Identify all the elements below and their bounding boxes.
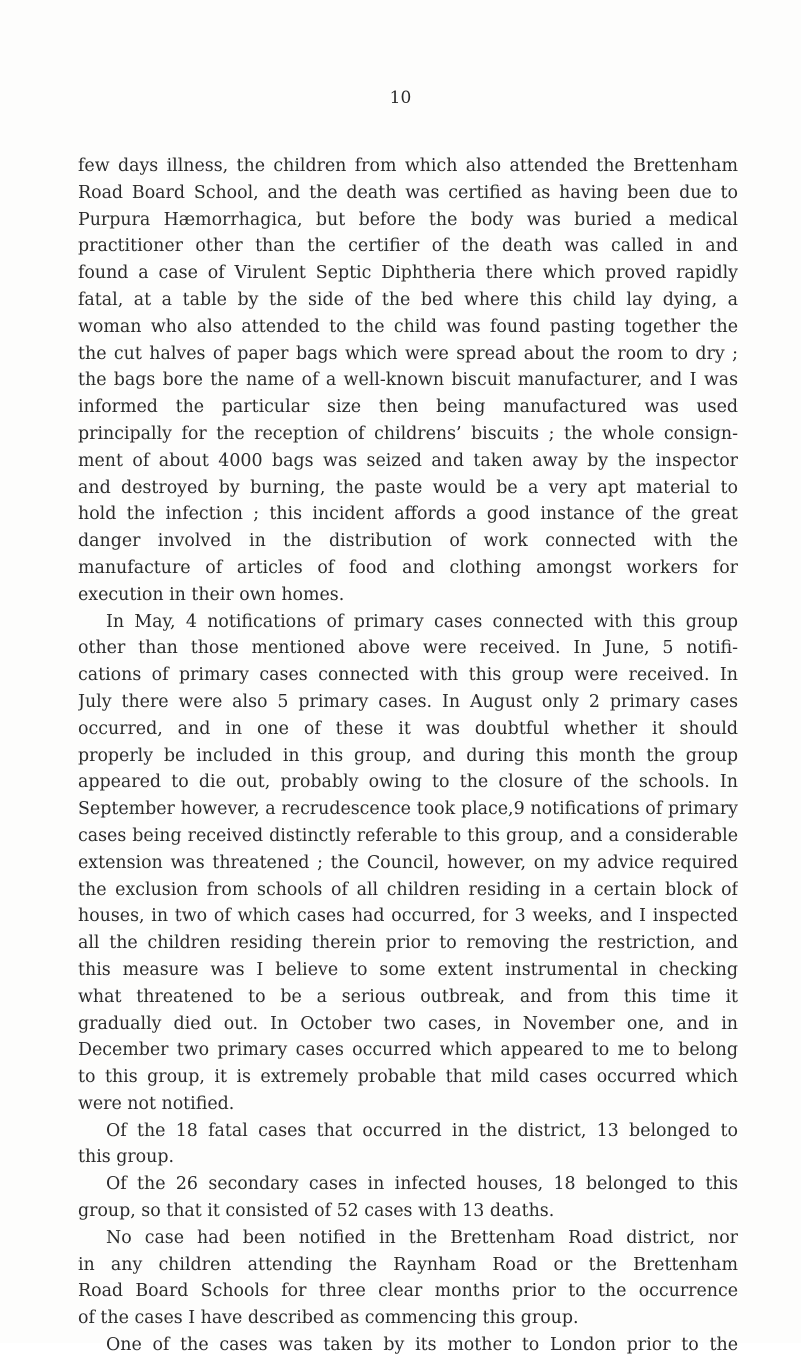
- text-line: In May, 4 notifications of primary cases connected with this group: [106, 611, 738, 632]
- text-line: were not notified.: [78, 1093, 235, 1114]
- text-line: the bags bore the name of a well-known biscuit manufacturer, and I was: [78, 370, 738, 391]
- text-line: properly be included in this group, and during this month the group: [78, 745, 738, 766]
- text-line: July there were also 5 primary cases. In August only 2 primary cases: [78, 691, 738, 712]
- text-line: occurred, and in one of these it was doubtful whether it should: [78, 718, 738, 739]
- text-line: No case had been notified in the Brettenham Road district, nor: [106, 1227, 738, 1248]
- text-line: to this group, it is extremely probable that mild cases occurred which: [78, 1067, 738, 1088]
- text-line: in any children attending the Raynham Road or the Brettenham: [78, 1254, 738, 1275]
- text-line: manufacture of articles of food and clothing amongst workers for: [78, 557, 738, 578]
- body-text: [78, 153, 738, 1359]
- text-line: Of the 26 secondary cases in infected houses, 18 belonged to this: [106, 1174, 738, 1195]
- text-line: danger involved in the distribution of work connected with the: [78, 531, 738, 552]
- text-line: September however, a recrudescence took place,9 notifications of primary: [78, 799, 738, 820]
- text-line: ment of about 4000 bags was seized and taken away by the inspector: [78, 450, 738, 471]
- text-line: of the cases I have described as commencing this group.: [78, 1308, 579, 1329]
- text-line: Of the 18 fatal cases that occurred in the district, 13 belonged to: [106, 1120, 738, 1141]
- text-line: informed the particular size then being manufactured was used: [78, 397, 738, 418]
- text-line: execution in their own homes.: [78, 584, 345, 605]
- text-line: Road Board Schools for three clear months prior to the occurrence: [78, 1281, 738, 1302]
- text-line: found a case of Virulent Septic Diphtheria there which proved rapidly: [78, 263, 738, 284]
- text-line: what threatened to be a serious outbreak, and from this time it: [78, 986, 738, 1007]
- text-line: cases being received distinctly referable to this group, and a considerable: [78, 825, 738, 846]
- text-line: houses, in two of which cases had occurred, for 3 weeks, and I inspected: [78, 906, 738, 927]
- text-line: Road Board School, and the death was certified as having been due to: [78, 182, 738, 203]
- text-line: all the children residing therein prior to removing the restriction, and: [78, 933, 738, 954]
- text-line: Purpura Hæmorrhagica, but before the body was buried a medical: [78, 209, 738, 230]
- text-line: the cut halves of paper bags which were spread about the room to dry ;: [78, 343, 738, 364]
- text-line: hold the infection ; this incident affords a good instance of the great: [78, 504, 738, 525]
- text-line: group, so that it consisted of 52 cases with 13 deaths.: [78, 1201, 555, 1222]
- text-line: gradually died out. In October two cases, in November one, and in: [78, 1013, 738, 1034]
- text-line: extension was threatened ; the Council, however, on my advice required: [78, 852, 738, 873]
- text-line: principally for the reception of childrens’ biscuits ; the whole consign-: [78, 423, 738, 444]
- text-line: appeared to die out, probably owing to the closure of the schools. In: [78, 772, 738, 793]
- text-line: practitioner other than the certifier of the death was called in and: [78, 236, 738, 257]
- text-line: One of the cases was taken by its mother to London prior to the: [106, 1335, 738, 1356]
- text-line: woman who also attended to the child was found pasting together the: [78, 316, 738, 337]
- page-number: 10: [389, 88, 412, 108]
- text-line: few days illness, the children from which also attended the Brettenham: [78, 156, 738, 176]
- text-line: other than those mentioned above were received. In June, 5 notifi-: [78, 638, 738, 659]
- text-line: the exclusion from schools of all children residing in a certain block of: [78, 879, 738, 900]
- text-line: cations of primary cases connected with this group were received. In: [78, 665, 738, 686]
- text-line: this group.: [78, 1147, 174, 1168]
- text-line: this measure was I believe to some extent instrumental in checking: [78, 959, 738, 980]
- text-line: December two primary cases occurred which appeared to me to belong: [78, 1040, 738, 1061]
- text-line: fatal, at a table by the side of the bed where this child lay dying, a: [78, 289, 738, 310]
- text-line: and destroyed by burning, the paste would be a very apt material to: [78, 477, 738, 498]
